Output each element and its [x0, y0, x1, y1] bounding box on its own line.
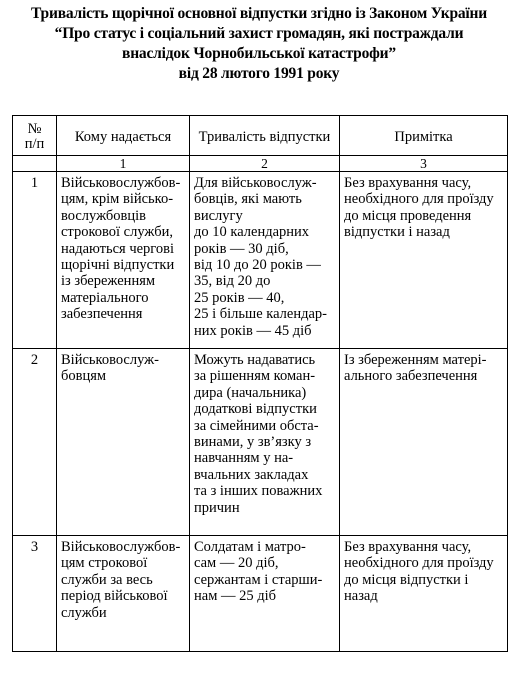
text-line: вчальних закладах	[194, 466, 309, 483]
text-line: до місця проведення	[344, 207, 472, 224]
leave-duration-table	[12, 115, 508, 652]
text-line: Військовослужбов-	[61, 175, 181, 191]
text-line: сам — 20 діб,	[194, 555, 279, 572]
cell-who	[57, 536, 190, 652]
text-line: років — 30 діб,	[194, 240, 289, 257]
column-number-2: 2	[190, 156, 340, 172]
text-line: причин	[194, 499, 240, 516]
text-line: служби за весь	[61, 571, 153, 588]
text-line: нам — 25 діб	[194, 588, 277, 605]
text-line: за сімейними обста-	[194, 417, 319, 434]
text-line: необхідного для проїзду	[344, 555, 494, 572]
text-line: служби	[61, 604, 107, 621]
title-line-1: Тривалість щорічної основної відпустки згідно із Законом України	[31, 5, 487, 22]
column-number-3: 3	[340, 156, 508, 172]
title-line-2: “Про статус і соціальний захист громадян, які постраждали	[54, 25, 464, 42]
header-number-symbol: №	[27, 121, 42, 137]
header-cell-number	[13, 116, 57, 156]
text-line: Без врахування часу,	[344, 539, 472, 555]
text-line: Можуть надаватись	[194, 352, 316, 368]
text-line: дира (начальника)	[194, 384, 307, 401]
cell-duration	[190, 349, 340, 536]
cell-who	[57, 172, 190, 349]
column-number-empty	[13, 156, 57, 172]
column-number-1: 1	[57, 156, 190, 172]
text-line: матеріального	[61, 289, 149, 306]
text-line: Для військовослуж-	[194, 175, 317, 191]
text-line: Військовослуж-	[61, 352, 160, 368]
text-line: бовцям	[61, 368, 107, 385]
table-row	[13, 172, 508, 349]
text-line: цям строкової	[61, 555, 148, 572]
table-row	[13, 349, 508, 536]
text-line: 35, від 20 до	[194, 273, 271, 290]
row-number: 3	[13, 536, 57, 652]
header-cell-who: Кому надається	[57, 116, 190, 156]
text-line: до 10 календарних	[194, 224, 310, 241]
text-line: бовців, які мають	[194, 191, 302, 208]
text-line: Військовослужбов-	[61, 539, 181, 555]
cell-who	[57, 349, 190, 536]
title-line-4: від 28 лютого 1991 року	[178, 65, 340, 82]
page-title	[0, 4, 518, 84]
text-line: до місця відпустки і	[344, 571, 469, 588]
row-number: 1	[13, 172, 57, 349]
cell-note	[340, 172, 508, 349]
table-header-row	[13, 116, 508, 156]
text-line: назад	[344, 588, 378, 605]
text-line: вислугу	[194, 207, 243, 224]
text-line: навчанням у на-	[194, 450, 294, 467]
text-line: щорічні відпустки	[61, 257, 175, 274]
cell-duration	[190, 172, 340, 349]
text-line: 25 і більше календар-	[194, 306, 327, 323]
text-line: строкової служби,	[61, 224, 173, 241]
title-line-3: внаслідок Чорнобильської катастрофи”	[122, 45, 396, 62]
text-line: від 10 до 20 років —	[194, 257, 321, 274]
column-number-row	[13, 156, 508, 172]
text-line: надаються чергові	[61, 240, 175, 257]
text-line: вослужбовців	[61, 207, 147, 224]
text-line: Солдатам і матро-	[194, 539, 306, 555]
text-line: забезпечення	[61, 306, 143, 323]
text-line: період військової	[61, 588, 168, 605]
table-row	[13, 536, 508, 652]
header-cell-note: Примітка	[340, 116, 508, 156]
text-line: цям, крім військо-	[61, 191, 174, 208]
cell-note	[340, 349, 508, 536]
text-line: із збереженням	[61, 273, 156, 290]
text-line: ального забезпечення	[344, 368, 478, 385]
text-line: сержантам і старши-	[194, 571, 323, 588]
text-line: за рішенням коман-	[194, 368, 316, 385]
text-line: Із збереженням матері-	[344, 352, 487, 368]
text-line: Без врахування часу,	[344, 175, 472, 191]
cell-duration	[190, 536, 340, 652]
row-number: 2	[13, 349, 57, 536]
header-number-abbr: п/п	[24, 136, 45, 152]
text-line: та з інших поважних	[194, 483, 323, 500]
header-cell-duration: Тривалість відпустки	[190, 116, 340, 156]
text-line: винами, у зв’язку з	[194, 434, 312, 451]
text-line: них років — 45 діб	[194, 322, 312, 339]
text-line: необхідного для проїзду	[344, 191, 494, 208]
text-line: додаткові відпустки	[194, 401, 317, 418]
text-line: 25 років — 40,	[194, 289, 285, 306]
text-line: відпустки і назад	[344, 224, 450, 241]
cell-note	[340, 536, 508, 652]
